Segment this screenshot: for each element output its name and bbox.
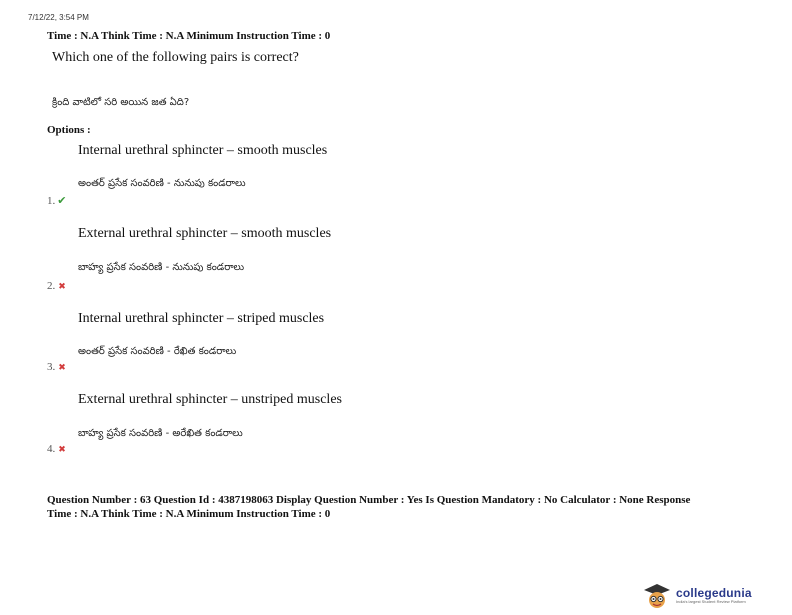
option-4-english: External urethral sphincter – unstriped muscles bbox=[78, 392, 342, 407]
option-1-number bbox=[47, 194, 66, 207]
option-3-telugu: అంతర్ ప్రసేక సంవరిణి - రేఖిత కండరాలు bbox=[78, 346, 237, 357]
option-4-telugu: బాహ్య ప్రసేక సంవరిణి - అరేఖిత కండరాలు bbox=[78, 428, 243, 439]
graduate-mascot-icon bbox=[641, 582, 673, 610]
footer-meta-line-2: Time : N.A Think Time : N.A Minimum Instruction Time : 0 bbox=[47, 508, 331, 520]
option-3-english: Internal urethral sphincter – striped muscles bbox=[78, 311, 325, 326]
option-3-number bbox=[47, 361, 66, 373]
footer-meta-line-1: Question Number : 63 Question Id : 4387198063 Display Question Number : Yes Is Question Mandatory : No Calculator : None Response bbox=[47, 494, 691, 506]
option-1-telugu: అంతర్ ప్రసేక సంవరిణి - నునుపు కండరాలు bbox=[78, 178, 246, 189]
question-text-telugu: క్రింది వాటిలో సరి అయిన జత ఏది? bbox=[52, 97, 190, 108]
cross-icon: ✖ bbox=[58, 363, 66, 373]
option-number-label: 1. bbox=[47, 195, 56, 207]
collegedunia-logo bbox=[641, 582, 752, 610]
logo-name: collegedunia bbox=[676, 586, 752, 600]
option-4-number bbox=[47, 443, 66, 455]
logo-tagline: India's largest Student Review Platform bbox=[676, 599, 746, 604]
cross-icon: ✖ bbox=[58, 445, 66, 455]
checkmark-icon: ✔ bbox=[57, 195, 67, 207]
option-number-label: 2. bbox=[47, 280, 56, 292]
question-text-english: Which one of the following pairs is correct? bbox=[52, 50, 299, 65]
option-1-english: Internal urethral sphincter – smooth muscles bbox=[78, 143, 328, 158]
cross-icon: ✖ bbox=[58, 282, 66, 292]
option-2-english: External urethral sphincter – smooth muscles bbox=[78, 226, 332, 241]
option-2-number bbox=[47, 280, 66, 292]
print-timestamp: 7/12/22, 3:54 PM bbox=[28, 13, 89, 22]
option-number-label: 3. bbox=[47, 361, 56, 373]
options-label: Options : bbox=[47, 124, 91, 136]
header-meta: Time : N.A Think Time : N.A Minimum Instruction Time : 0 bbox=[47, 30, 331, 42]
option-number-label: 4. bbox=[47, 443, 56, 455]
option-2-telugu: బాహ్య ప్రసేక సంవరిణి - నునుపు కండరాలు bbox=[78, 262, 245, 273]
